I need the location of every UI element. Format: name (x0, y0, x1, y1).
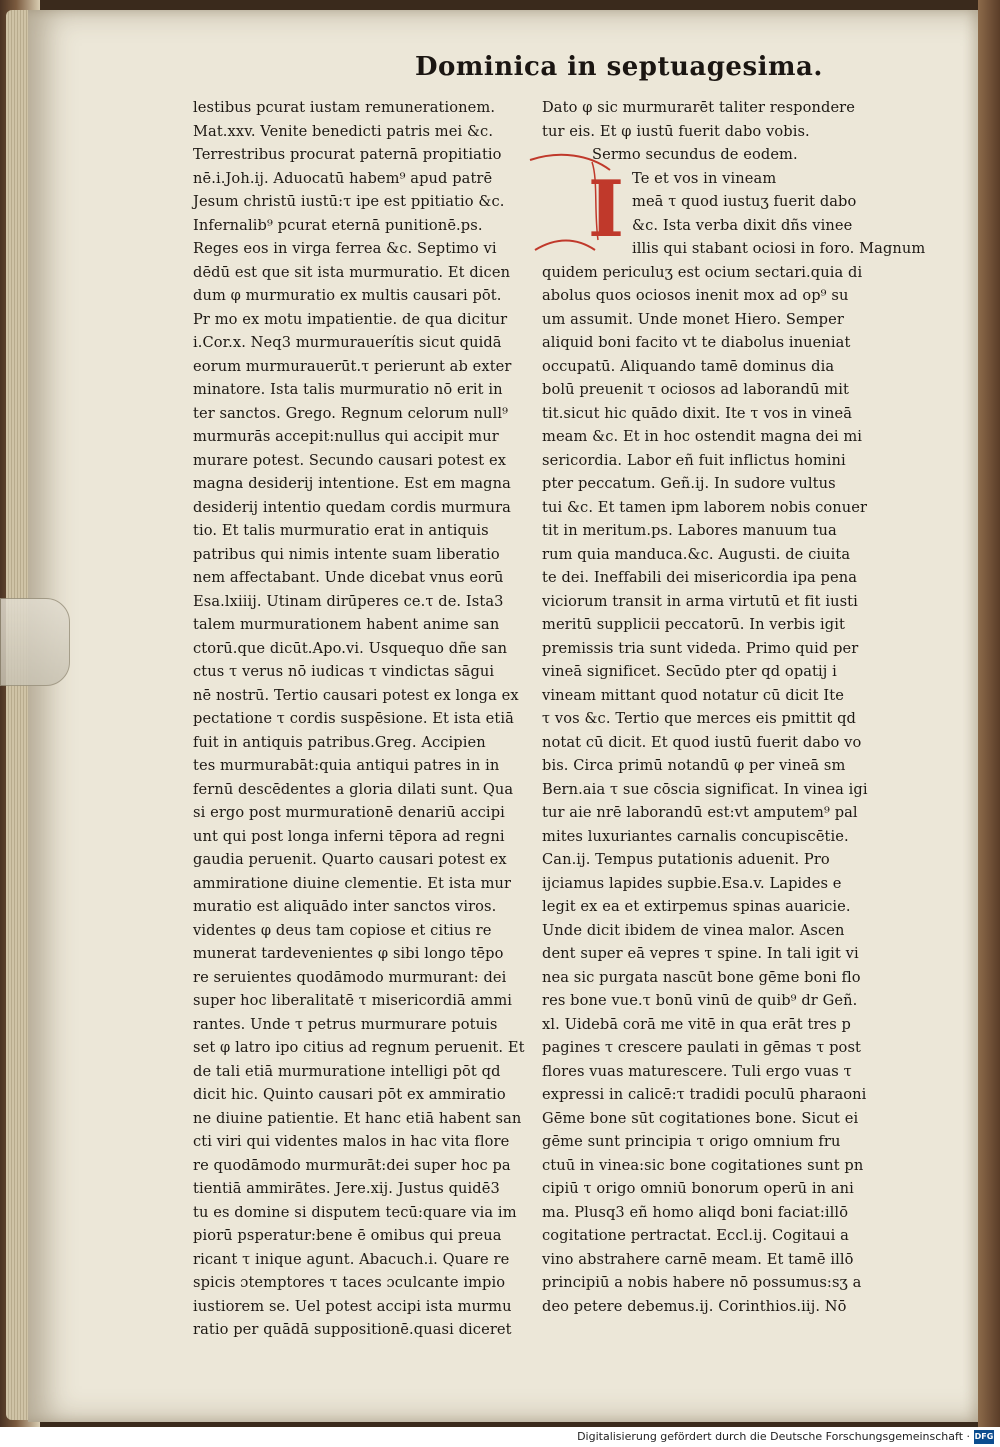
text-line: xl. Uidebā corā me vitē in qua erāt tres p (542, 1015, 851, 1033)
text-line: principiū a nobis habere nō possumus:sʒ a (542, 1274, 862, 1291)
text-line: piorū psperatur:bene ē omibus qui preua (193, 1227, 502, 1244)
text-line: re seruientes quodāmodo murmurant: dei (193, 968, 507, 986)
text-line: tui &c. Et tamen ipm laborem nobis conuer (542, 498, 868, 516)
text-line: viciorum transit in arma virtutū et fit iusti (542, 592, 858, 610)
text-line: Unde dicit ibidem de vinea malor. Ascen (542, 921, 845, 939)
text-line: nē.i.Joh.ij. Aduocatū habem⁹ apud patrē (193, 169, 493, 187)
text-line: magna desiderij intentione. Est em magna (193, 475, 511, 492)
text-line: vino abstrahere carnē meam. Et tamē illō (542, 1250, 854, 1268)
text-line: rantes. Unde τ petrus murmurare potuis (193, 1015, 498, 1033)
text-line: tur eis. Et φ iustū fuerit dabo vobis. (542, 122, 810, 140)
text-line: desiderij intentio quedam cordis murmura (193, 498, 511, 516)
sermon-heading: Sermo secundus de eodem. (592, 146, 798, 163)
text-line: pter peccatum. Geñ.ij. In sudore vultus (542, 475, 836, 492)
text-line: um assumit. Unde monet Hiero. Semper (542, 310, 844, 328)
text-line: bolū preuenit τ ociosos ad laborandū mit (542, 381, 849, 398)
text-line: tientiā ammirātes. Jere.xij. Justus quidē3 (193, 1180, 500, 1197)
text-line: fuit in antiquis patribus.Greg. Accipien (193, 733, 486, 751)
text-line: τ vos &c. Tertio que merces eis pmittit qd (542, 710, 856, 727)
text-line: dēdū est que sit ista murmuratio. Et dicen (193, 263, 511, 281)
text-line: tio. Et talis murmuratio erat in antiquis (193, 522, 489, 539)
text-line: meritū supplicii peccatorū. In verbis igit (542, 616, 845, 633)
text-line: Te et vos in vineam (632, 169, 777, 187)
footer-credit: Digitalisierung gefördert durch die Deutsche Forschungsgemeinschaft · (0, 1427, 1000, 1447)
book-cover-edge (978, 0, 1000, 1447)
page-clip (0, 598, 70, 686)
text-line: tit in meritum.ps. Labores manuum tua (542, 522, 837, 539)
text-line: de tali etiā murmuratione intelligi pōt qd (193, 1062, 501, 1080)
text-line: i.Cor.x. Neq3 murmurauerítis sicut quidā (193, 334, 502, 351)
text-line: dicit hic. Quinto causari pōt ex ammiratio (193, 1086, 506, 1103)
text-line: tes murmurabāt:quia antiqui patres in in (193, 757, 500, 774)
text-line: dent super eā vepres τ spine. In tali igit vi (542, 945, 859, 962)
text-line: gaudia peruenit. Quarto causari potest ex (193, 851, 507, 868)
text-line: legit ex ea et extirpemus spinas auaricie. (542, 898, 851, 915)
text-line: Dato φ sic murmurarēt taliter respondere (542, 99, 855, 116)
text-line: unt qui post longa inferni tēpora ad regni (193, 827, 505, 845)
text-line: patribus qui nimis intente suam liberatio (193, 545, 500, 563)
text-line: Pr mo ex motu impatientie. de qua dicitur (193, 310, 508, 328)
text-line: cipiū τ origo omniū bonorum operū in ani (542, 1180, 854, 1197)
text-line: ma. Plusq3 eñ homo aliqd boni faciat:illō (542, 1203, 849, 1221)
text-line: vineā significet. Secūdo pter qd opatij i (542, 663, 837, 680)
text-line: Bern.aia τ sue cōscia significat. In vinea igi (542, 780, 868, 798)
text-line: gēme sunt principia τ origo omnium fru (542, 1133, 841, 1150)
text-line: dum φ murmuratio ex multis causari pōt. (193, 287, 502, 304)
text-line: Mat.xxv. Venite benedicti patris mei &c. (193, 122, 494, 140)
text-line: ter sanctos. Grego. Regnum celorum null⁹ (193, 404, 509, 422)
text-line: ammiratione diuine clementie. Et ista mur (193, 874, 512, 892)
text-line: nea sic purgata nascūt bone gēme boni flo (542, 968, 861, 986)
text-line: fernū descēdentes a gloria dilati sunt. Qua (193, 780, 514, 798)
text-line: muratio est aliquādo inter sanctos viros. (193, 898, 497, 915)
text-line: minatore. Ista talis murmuratio nō erit in (193, 381, 503, 398)
text-line: meā τ quod iustuʒ fuerit dabo (632, 193, 857, 210)
text-line: te dei. Ineffabili dei misericordia ipa pena (542, 569, 858, 586)
text-line: pectatione τ cordis suspēsione. Et ista etiā (193, 710, 514, 727)
text-line: murmurās accepit:nullus qui accipit mur (193, 428, 499, 445)
text-line: nem affectabant. Unde dicebat vnus eorū (193, 569, 504, 586)
text-line: nē nostrū. Tertio causari potest ex longa ex (193, 686, 519, 704)
text-line: set φ latro ipo citius ad regnum peruenit. Et (193, 1039, 525, 1056)
text-line: murare potest. Secundo causari potest ex (193, 451, 507, 469)
text-line: vineam mittant quod notatur cū dicit Ite (542, 686, 844, 704)
text-line: Infernalib⁹ pcurat eternā punitionē.ps. (193, 216, 483, 234)
text-line: abolus quos ociosos inenit mox ad op⁹ su (542, 287, 849, 304)
text-line: &c. Ista verba dixit dñs vinee (632, 216, 853, 234)
text-line: meam &c. Et in hoc ostendit magna dei mi (542, 428, 863, 445)
right-column (542, 96, 926, 1318)
text-line: tur aie nrē laborandū est:vt amputem⁹ pal (542, 804, 858, 821)
text-line: ne diuine patientie. Et hanc etiā habent san (193, 1109, 522, 1127)
text-line: quidem periculuʒ est ocium sectari.quia di (542, 263, 863, 281)
text-line: munerat tardevenientes φ sibi longo tēpo (193, 945, 504, 962)
text-line: premissis tria sunt videda. Primo quid per (542, 639, 859, 657)
text-line: ricant τ inique agunt. Abacuch.i. Quare re (193, 1250, 510, 1268)
text-line: super hoc liberalitatē τ misericordiā ammi (193, 992, 513, 1009)
text-line: cti viri qui videntes malos in hac vita flore (193, 1133, 510, 1150)
text-line: res bone vue.τ bonū vinū de quib⁹ dr Geñ. (542, 992, 858, 1009)
text-line: ratio per quādā suppositionē.quasi diceret (193, 1321, 512, 1338)
text-line: Gēme bone sūt cogitationes bone. Sicut ei (542, 1109, 859, 1127)
text-line: Esa.lxiiij. Utinam dirūperes ce.τ de. Ista3 (193, 592, 504, 610)
text-line: bis. Circa primū notandū φ per vineā sm (542, 757, 846, 774)
text-line: videntes φ deus tam copiose et citius re (193, 921, 492, 939)
text-line: ctuū in vinea:sic bone cogitationes sunt pn (542, 1156, 864, 1174)
text-line: spicis ɔtemptores τ taces ɔculcante impio (193, 1274, 506, 1291)
text-line: Reges eos in virga ferrea &c. Septimo vi (193, 240, 497, 257)
text-line: flores vuas maturescere. Tuli ergo vuas τ (542, 1062, 852, 1080)
text-line: eorum murmurauerūt.τ perierunt ab exter (193, 357, 512, 375)
text-line: tu es domine si disputem tecū:quare via im (193, 1203, 517, 1221)
text-line: re quodāmodo murmurāt:dei super hoc pa (193, 1156, 511, 1174)
text-line: notat cū dicit. Et quod iustū fuerit dabo vo (542, 733, 862, 751)
text-line: deo petere debemus.ij. Corinthios.iij. Nō (542, 1297, 847, 1315)
dfg-logo: DFG (974, 1430, 994, 1444)
decorated-initial: I (587, 164, 625, 255)
text-line: rum quia manduca.&c. Augusti. de ciuita (542, 545, 851, 563)
text-line: ctorū.que dicūt.Apo.vi. Usquequo dñe san (193, 639, 508, 657)
left-column (193, 96, 538, 1342)
text-line: iustiorem se. Uel potest accipi ista murmu (193, 1297, 512, 1315)
text-line: cogitatione pertractat. Eccl.ij. Cogitaui a (542, 1227, 849, 1244)
text-line: Terrestribus procurat paternā propitiatio (193, 146, 502, 163)
text-line: lestibus pcurat iustam remunerationem. (193, 99, 496, 116)
text-line: aliquid boni facito vt te diabolus inueniat (542, 334, 851, 351)
text-line: ctus τ verus nō iudicas τ vindictas sāgui (193, 663, 495, 680)
text-line: ijciamus lapides supbie.Esa.v. Lapides e (542, 874, 842, 892)
text-line: mites luxuriantes carnalis concupiscētie. (542, 827, 849, 845)
text-line: talem murmurationem habent anime san (193, 616, 500, 633)
text-line: si ergo post murmurationē denariū accipi (193, 804, 505, 821)
text-line: Can.ij. Tempus putationis aduenit. Pro (542, 851, 830, 868)
running-head: Dominica in septuagesima. (415, 52, 823, 82)
text-line: tit.sicut hic quādo dixit. Ite τ vos in vineā (542, 404, 853, 422)
text-line: sericordia. Labor eñ fuit inflictus homini (542, 451, 846, 469)
text-line: occupatū. Aliquando tamē dominus dia (542, 357, 835, 375)
text-line: Jesum christū iustū:τ ipe est ppitiatio &c. (193, 193, 505, 210)
text-line: pagines τ crescere paulati in gēmas τ post (542, 1039, 861, 1056)
text-line: expressi in calicē:τ tradidi poculū pharaoni (542, 1086, 867, 1103)
text-line: illis qui stabant ociosi in foro. Magnum (632, 240, 926, 257)
